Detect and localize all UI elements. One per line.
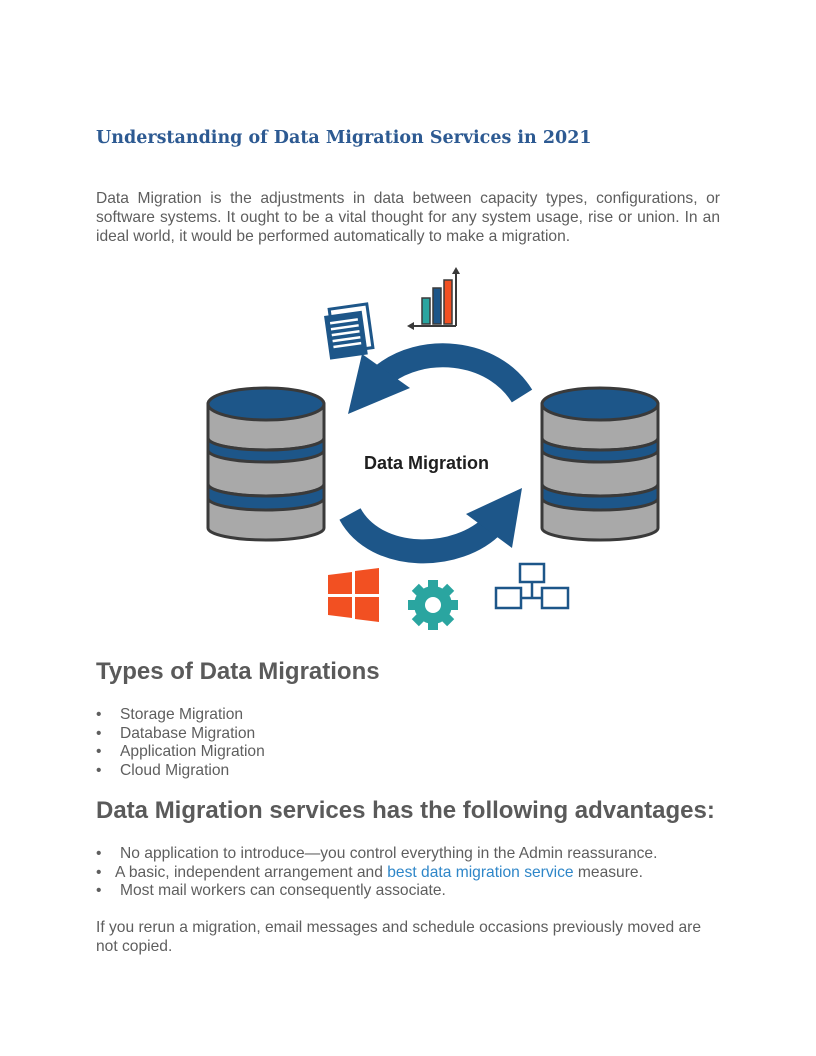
gear-icon: [408, 580, 458, 630]
bullet-dot: •: [96, 724, 102, 742]
left-database-icon: [208, 388, 324, 540]
list-item-label: Application Migration: [120, 743, 265, 760]
documents-icon: [323, 304, 374, 360]
list-item-label: Database Migration: [120, 724, 256, 742]
list-item-label: Storage Migration: [120, 706, 244, 723]
bullet-dot: •: [96, 743, 102, 760]
list-item: [96, 725, 265, 744]
bullet-dot: •: [96, 845, 102, 862]
list-item-label: Most mail workers can consequently associate.: [120, 882, 446, 899]
list-item-label: No application to introduce—you control everything in the Admin reassurance.: [120, 845, 658, 862]
bullet-dot: •: [96, 863, 102, 881]
bullet-dot: •: [96, 761, 102, 779]
types-list: [96, 706, 265, 780]
list-item-text-before: A basic, independent arrangement and: [115, 863, 388, 881]
list-item: [96, 864, 657, 883]
bullet-dot: •: [96, 882, 102, 899]
list-item: [96, 762, 265, 781]
intro-paragraph: Data Migration is the adjustments in data between capacity types, configurations, or software systems. It ought to be a vital thought for any system usage, rise or union. In an ideal world, it would be performed automatically to make a migration.: [96, 190, 720, 245]
list-item: [96, 743, 265, 762]
data-migration-figure: [196, 262, 672, 634]
closing-paragraph: If you rerun a migration, email messages and schedule occasions previously moved are not copied.: [96, 919, 701, 955]
advantages-heading: Data Migration services has the following advantages:: [96, 797, 715, 824]
advantages-list: [96, 845, 657, 901]
list-item: [96, 882, 657, 901]
figure-label: Data Migration: [364, 453, 490, 473]
bar-chart-icon: [407, 267, 460, 330]
types-heading: Types of Data Migrations: [96, 658, 380, 685]
page-title: Understanding of Data Migration Services in 2021: [96, 128, 592, 148]
best-data-migration-service-link[interactable]: best data migration service: [387, 863, 574, 881]
list-item-label: Cloud Migration: [120, 761, 230, 779]
windows-icon: [328, 568, 379, 622]
list-item-text-after: measure.: [573, 863, 643, 881]
bottom-arrow-icon: [350, 488, 522, 551]
list-item: [96, 845, 657, 864]
bullet-dot: •: [96, 706, 102, 723]
right-database-icon: [542, 388, 658, 540]
list-item: [96, 706, 265, 725]
flowchart-icon: [496, 564, 568, 608]
top-arrow-icon: [348, 354, 522, 414]
